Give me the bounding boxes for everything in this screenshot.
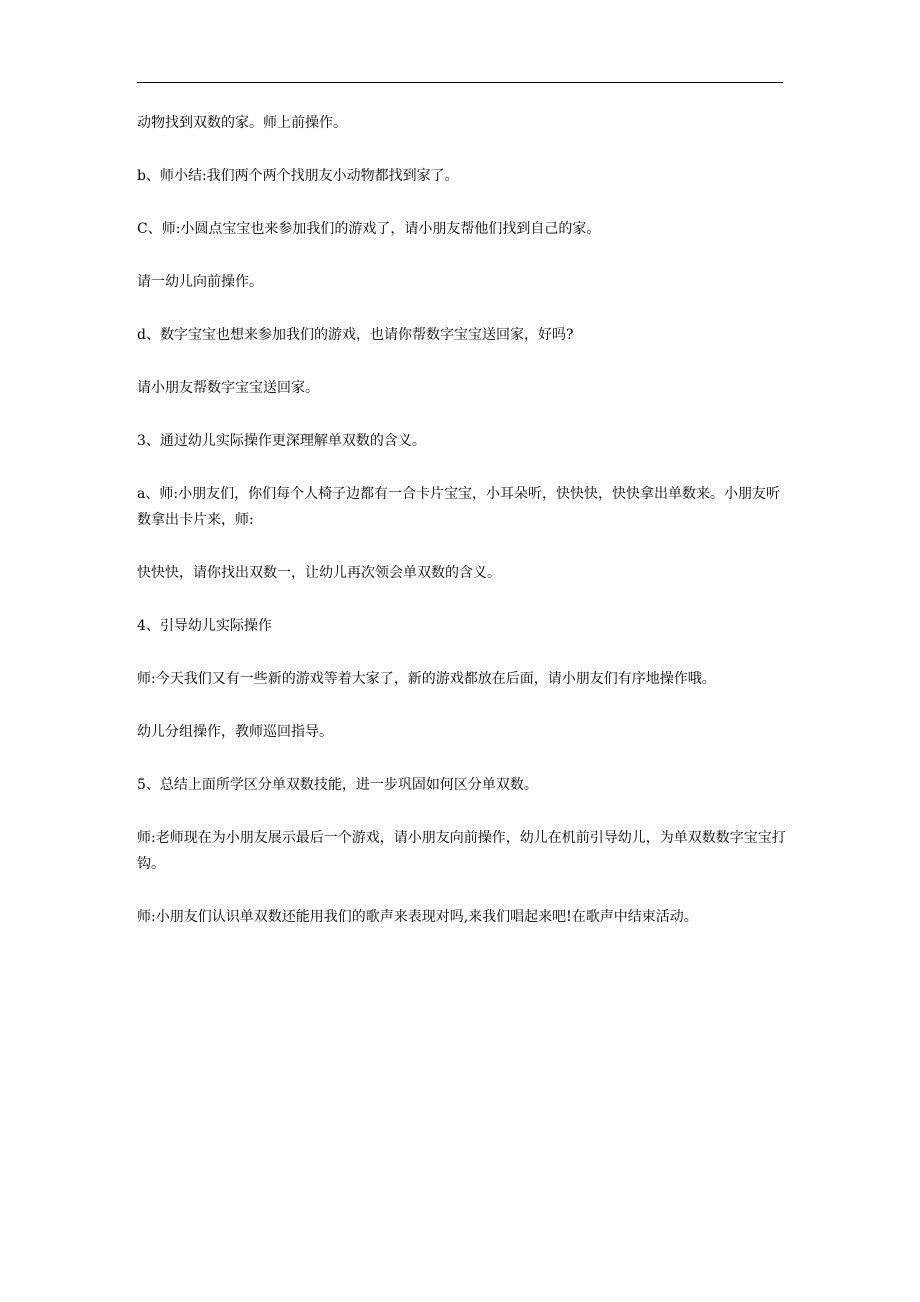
header-rule xyxy=(137,82,783,83)
paragraph-15: 师:小朋友们认识单双数还能用我们的歌声来表现对吗,来我们唱起来吧!在歌声中结束活动。 xyxy=(137,909,698,925)
paragraph-12: 幼儿分组操作，教师巡回指导。 xyxy=(137,724,333,740)
paragraph-4: 请一幼儿向前操作。 xyxy=(137,274,263,290)
paragraph-8: a、师:小朋友们，你们每个人椅子边都有一合卡片宝宝，小耳朵听，快快快，快快拿出单数来。小朋友听数拿出卡片来，师: xyxy=(137,486,781,528)
paragraph-13: 5、总结上面所学区分单双数技能，进一步巩固如何区分单双数。 xyxy=(137,777,538,793)
paragraph-2: b、师小结:我们两个两个找朋友小动物都找到家了。 xyxy=(137,168,459,184)
paragraph-3: C、师:小圆点宝宝也来参加我们的游戏了，请小朋友帮他们找到自己的家。 xyxy=(137,221,601,237)
paragraph-1: 动物找到双数的家。师上前操作。 xyxy=(137,115,347,131)
paragraph-9: 快快快，请你找出双数一，让幼儿再次领会单双数的含义。 xyxy=(137,565,501,581)
paragraph-6: 请小朋友帮数字宝宝送回家。 xyxy=(137,380,319,396)
paragraph-14: 师:老师现在为小朋友展示最后一个游戏，请小朋友向前操作，幼儿在机前引导幼儿，为单双数数字宝宝打钩。 xyxy=(137,830,786,872)
document-body xyxy=(137,110,789,930)
paragraph-10: 4、引导幼儿实际操作 xyxy=(137,618,272,634)
paragraph-5: d、数字宝宝也想来参加我们的游戏，也请你帮数字宝宝送回家，好吗? xyxy=(137,327,574,343)
paragraph-11: 师:今天我们又有一些新的游戏等着大家了，新的游戏都放在后面，请小朋友们有序地操作哦。 xyxy=(137,671,716,687)
paragraph-7: 3、通过幼儿实际操作更深理解单双数的含义。 xyxy=(137,433,426,449)
